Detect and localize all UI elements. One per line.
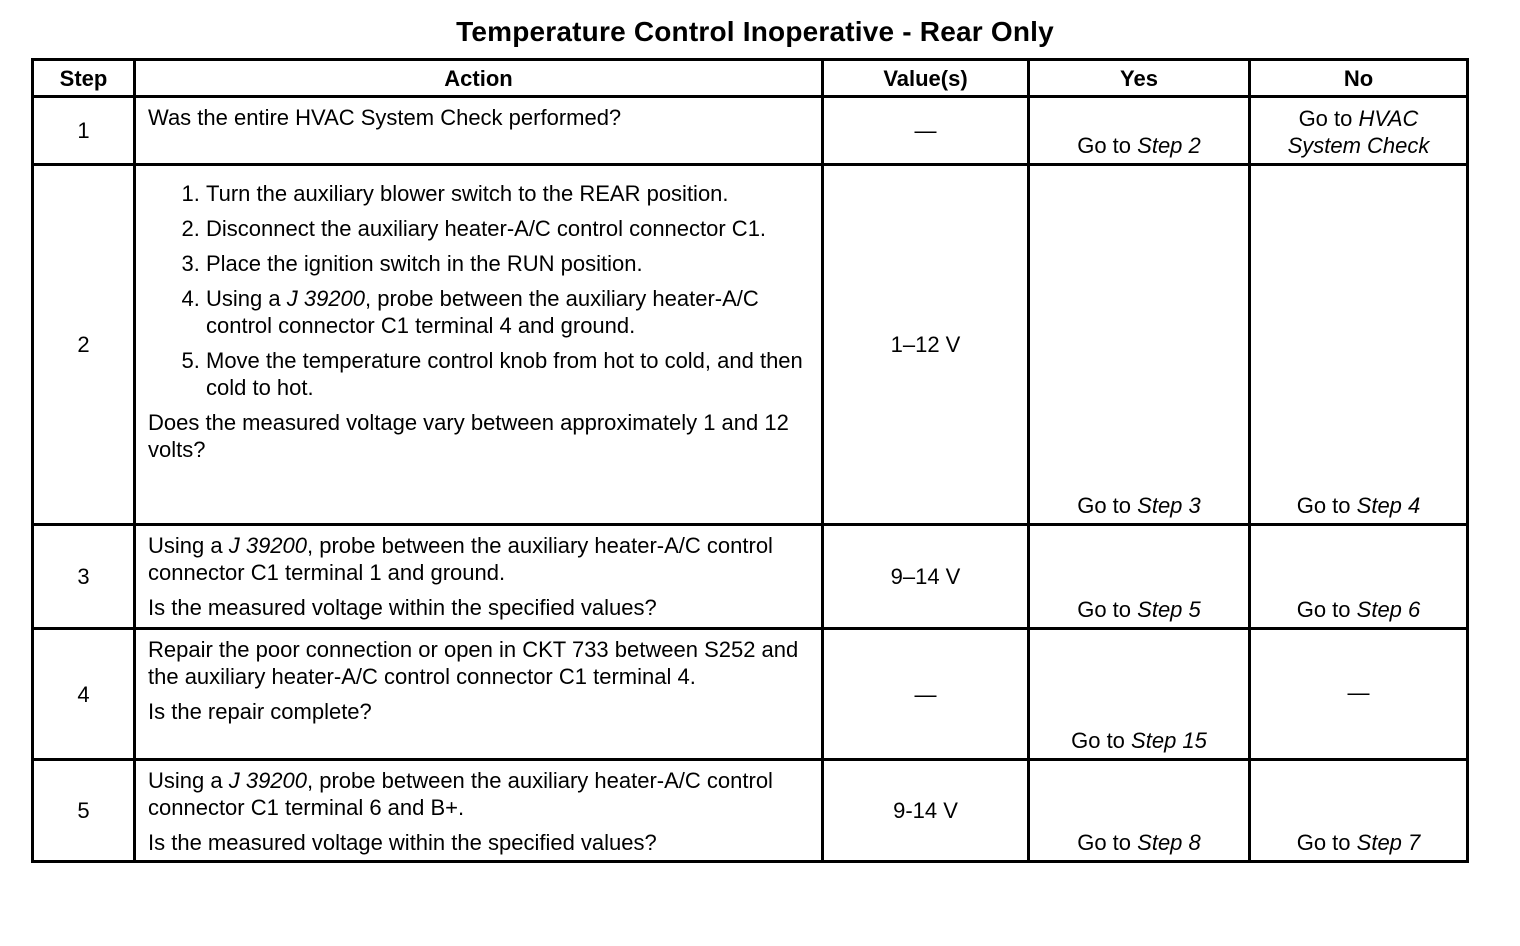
header-yes: Yes (1029, 60, 1250, 97)
header-no: No (1250, 60, 1468, 97)
question-text: Is the repair complete? (148, 699, 372, 724)
no-prefix: Go to (1296, 830, 1351, 855)
page-title: Temperature Control Inoperative - Rear Only (456, 16, 1054, 47)
action-cell (135, 760, 823, 862)
header-action: Action (135, 60, 823, 97)
value-cell: — (823, 97, 1029, 165)
value-cell: 9–14 V (823, 525, 1029, 629)
list-item: 2. Disconnect the auxiliary heater-A/C control connector C1. (206, 215, 813, 242)
step-number: 5 (33, 760, 135, 862)
tool-ref: J 39200 (228, 768, 308, 793)
list-item (206, 285, 813, 339)
yes-prefix: Go to (1077, 493, 1132, 518)
action-text: Repair the poor connection or open in CKT 733 between S252 and the auxiliary heater-A/C control connector C1 terminal 4. (148, 637, 799, 689)
item-text: Using a (206, 286, 281, 311)
yes-step-ref: Step 15 (1131, 728, 1207, 753)
table-row (33, 629, 1468, 760)
question-text: Is the measured voltage within the specified values? (148, 595, 657, 620)
action-text: Was the entire HVAC System Check performed? (148, 105, 622, 130)
action-cell (135, 525, 823, 629)
action-text-part: , probe between the auxiliary heater-A/C control connector C1 terminal 1 and ground. (148, 533, 773, 585)
no-prefix: Go to (1296, 597, 1351, 622)
no-step-ref: Step 7 (1356, 830, 1421, 855)
step-number: 4 (33, 629, 135, 760)
no-prefix: Go to (1298, 106, 1353, 131)
action-text (148, 532, 813, 586)
yes-cell (1029, 525, 1250, 629)
no-cell: — (1250, 629, 1468, 760)
no-prefix: Go to (1296, 493, 1351, 518)
item-text: , probe between the auxiliary heater-A/C control connector C1 terminal 4 and ground. (206, 286, 759, 338)
diagnostic-table (31, 58, 1469, 863)
step-number: 2 (33, 165, 135, 525)
table-row (33, 760, 1468, 862)
value-cell: 9-14 V (823, 760, 1029, 862)
action-cell (135, 629, 823, 760)
yes-prefix: Go to (1077, 133, 1132, 158)
yes-cell (1029, 629, 1250, 760)
table-row (33, 525, 1468, 629)
no-cell (1250, 165, 1468, 525)
table-row (33, 97, 1468, 165)
yes-cell (1029, 165, 1250, 525)
step-number: 1 (33, 97, 135, 165)
tool-ref: J 39200 (286, 286, 366, 311)
yes-cell (1029, 760, 1250, 862)
no-step-ref: Step 4 (1356, 493, 1421, 518)
header-row (33, 60, 1468, 97)
no-ref-line2: System Check (1287, 133, 1430, 158)
yes-step-ref: Step 3 (1137, 493, 1201, 518)
action-text-part: , probe between the auxiliary heater-A/C control connector C1 terminal 6 and B+. (148, 768, 773, 820)
yes-step-ref: Step 8 (1137, 830, 1201, 855)
question-text: Is the measured voltage within the specified values? (148, 830, 657, 855)
header-step: Step (33, 60, 135, 97)
action-text (148, 767, 813, 821)
yes-prefix: Go to (1077, 597, 1132, 622)
step-number: 3 (33, 525, 135, 629)
question-text: Does the measured voltage vary between approximately 1 and 12 volts? (148, 410, 789, 462)
value-cell: 1–12 V (823, 165, 1029, 525)
tool-ref: J 39200 (228, 533, 308, 558)
value-cell: — (823, 629, 1029, 760)
no-cell (1250, 525, 1468, 629)
action-text-part: Using a (148, 533, 223, 558)
action-cell (135, 97, 823, 165)
yes-prefix: Go to (1077, 830, 1132, 855)
no-step-ref: Step 6 (1356, 597, 1421, 622)
yes-prefix: Go to (1071, 728, 1125, 753)
yes-step-ref: Step 5 (1137, 597, 1201, 622)
no-cell (1250, 760, 1468, 862)
yes-step-ref: Step 2 (1137, 133, 1201, 158)
list-item: 3. Place the ignition switch in the RUN position. (206, 250, 813, 277)
no-cell (1250, 97, 1468, 165)
action-cell (135, 165, 823, 525)
list-item: 5. Move the temperature control knob from hot to cold, and then cold to hot. (206, 347, 813, 401)
table-row (33, 165, 1468, 525)
list-item: 1. Turn the auxiliary blower switch to the REAR position. (206, 180, 813, 207)
procedure-list (148, 180, 813, 401)
yes-cell (1029, 97, 1250, 165)
no-ref: HVAC (1358, 106, 1419, 131)
action-text-part: Using a (148, 768, 223, 793)
header-values: Value(s) (823, 60, 1029, 97)
